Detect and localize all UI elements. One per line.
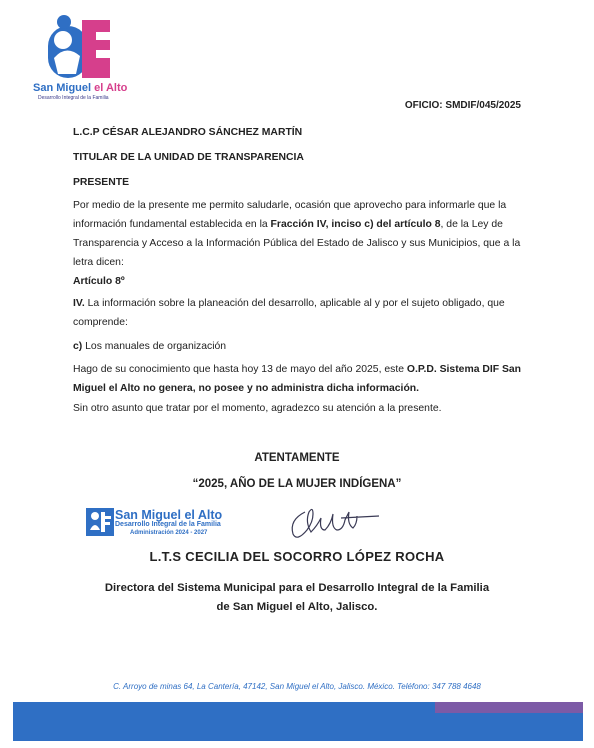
- paragraph-conocimiento: Hago de su conocimiento que hasta hoy 13 de mayo del año 2025, este O.P.D. Sistema DIF San Miguel el Alto no genera, no posee y no administra dicha información.: [73, 364, 522, 394]
- stamp-line2: Administración 2024 - 2027: [130, 530, 208, 536]
- paragraph-closing: Sin otro asunto que tratar por el momento, agradezco su atención a la presente.: [73, 403, 442, 414]
- paragraph-intro: Por medio de la presente me permito saludarle, ocasión que aprovecho para informarle que la información fundamental establecida en la Fracción IV, inciso c) del artículo 8, de la Ley de Transparencia y Acceso a la Información Pública del Estado de Jalisco y sus Municipios, que a la letra dicen:: [73, 200, 521, 268]
- brand-name: San Miguel el Alto: [33, 82, 128, 94]
- recipient-name: L.C.P CÉSAR ALEJANDRO SÁNCHEZ MARTÍN: [73, 127, 303, 138]
- handwritten-signature: [283, 494, 383, 544]
- brand-subtitle: Desarrollo Integral de la Familia: [38, 95, 109, 101]
- footer-address: C. Arroyo de minas 64, La Cantería, 47142, San Miguel el Alto, Jalisco. México. Teléfono: 347 788 4648: [113, 682, 481, 691]
- motto: “2025, AÑO DE LA MUJER INDÍGENA”: [192, 478, 402, 490]
- recipient-title: TITULAR DE LA UNIDAD DE TRANSPARENCIA: [73, 152, 304, 163]
- recipient-presente: PRESENTE: [73, 177, 130, 188]
- fraccion-iv: IV. La información sobre la planeación del desarrollo, aplicable al y por el sujeto obligado, que comprende:: [73, 298, 505, 328]
- signer-role-line2: de San Miguel el Alto, Jalisco.: [216, 601, 378, 613]
- stamp-line1: Desarrollo Integral de la Familia: [115, 521, 221, 528]
- articulo-heading: Artículo 8º: [73, 276, 125, 287]
- atentamente: ATENTAMENTE: [254, 452, 340, 464]
- oficio-number: OFICIO: SMDIF/045/2025: [404, 100, 521, 111]
- stamp-title: San Miguel el Alto: [115, 508, 223, 522]
- footer-band: [13, 713, 583, 741]
- inciso-c: c) Los manuales de organización: [73, 341, 227, 352]
- dif-stamp-logo: [86, 508, 114, 536]
- signer-role-line1: Directora del Sistema Municipal para el Desarrollo Integral de la Familia: [104, 582, 490, 594]
- signer-name: L.T.S CECILIA DEL SOCORRO LÓPEZ ROCHA: [149, 549, 445, 564]
